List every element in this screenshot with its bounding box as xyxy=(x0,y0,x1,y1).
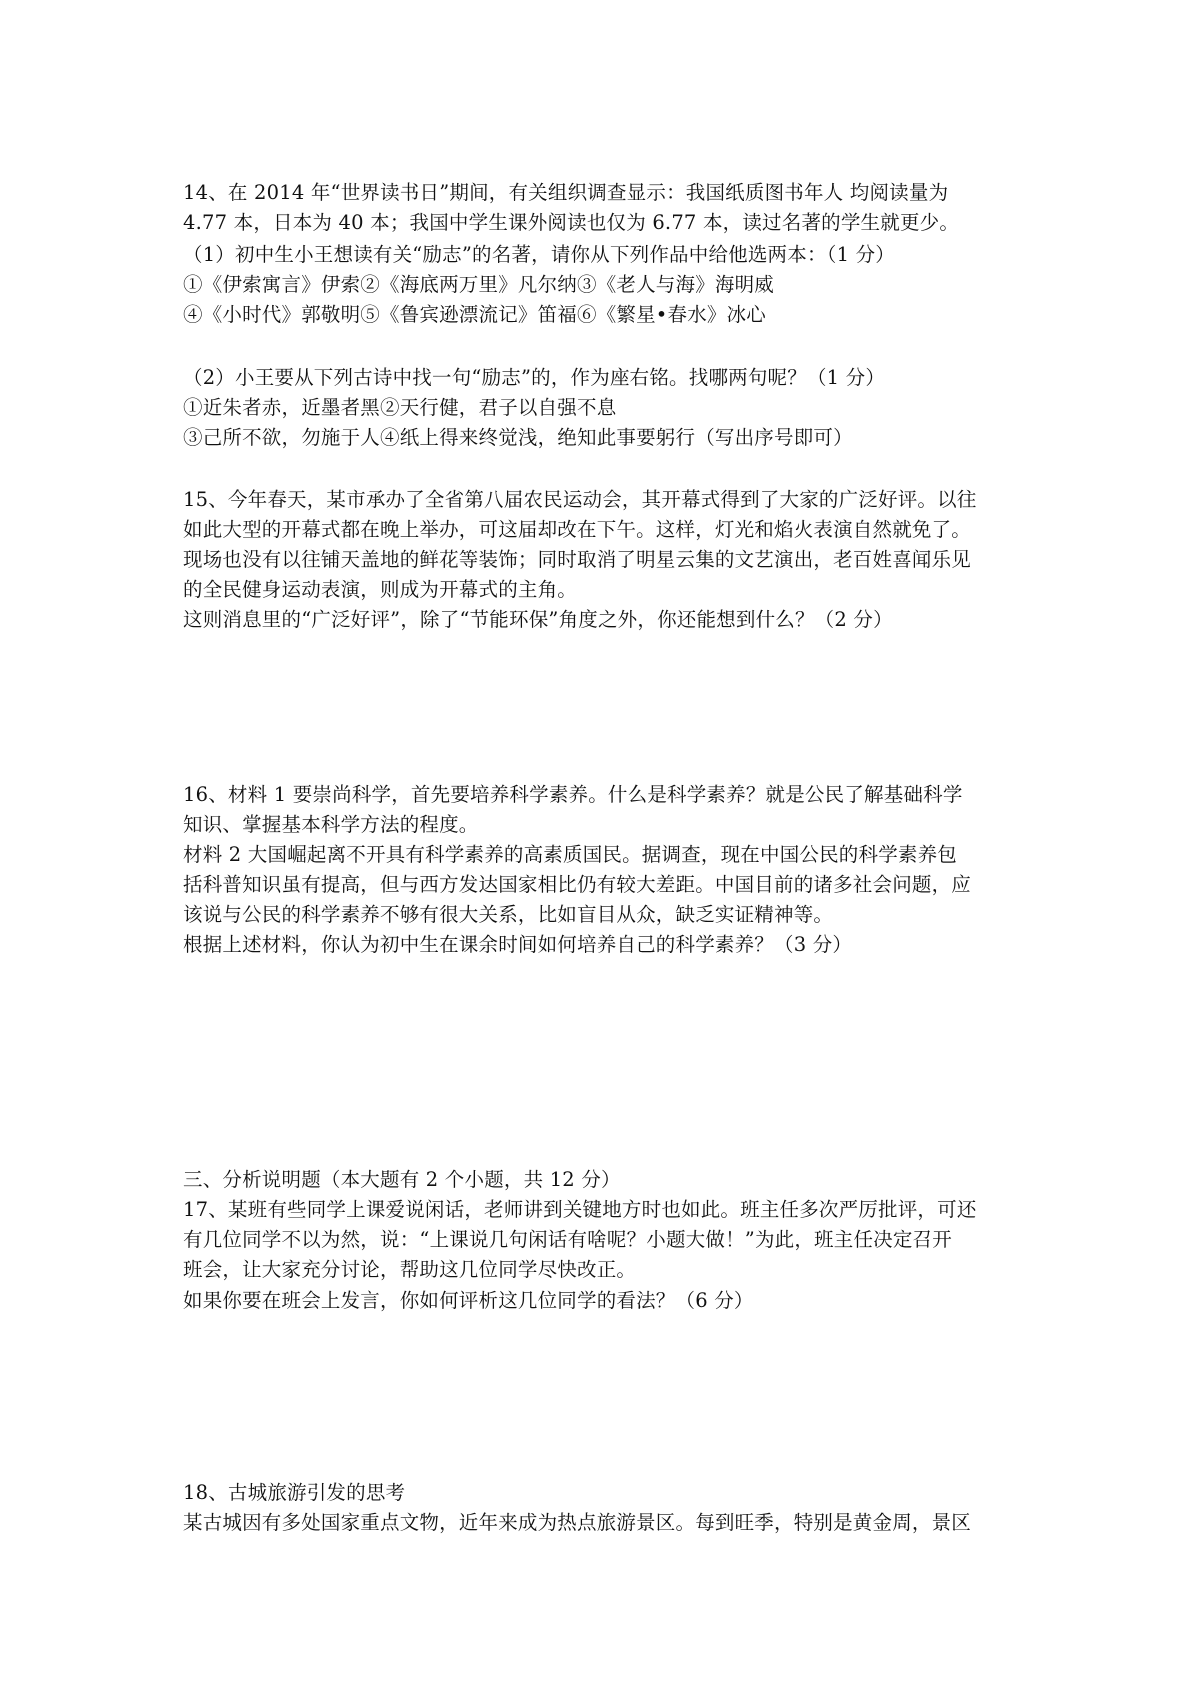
q16-line-4: 括科普知识虽有提高，但与西方发达国家相比仍有较大差距。中国目前的诸多社会问题，应 xyxy=(183,873,972,896)
q16-question: 根据上述材料，你认为初中生在课余时间如何培养自己的科学素养？（3 分） xyxy=(183,933,853,956)
q17-line-3: 班会，让大家充分讨论，帮助这几位同学尽快改正。 xyxy=(183,1258,637,1281)
section-3-heading: 三、分析说明题（本大题有 2 个小题，共 12 分） xyxy=(183,1168,621,1191)
q14-sub1-options-b: ④《小时代》郭敬明⑤《鲁宾逊漂流记》笛福⑥《繁星•春水》冰心 xyxy=(183,303,767,326)
q17-question: 如果你要在班会上发言，你如何评析这几位同学的看法？（6 分） xyxy=(183,1289,754,1312)
q16-line-5: 该说与公民的科学素养不够有很大关系，比如盲目从众，缺乏实证精神等。 xyxy=(183,903,834,926)
q16-line-2: 知识、掌握基本科学方法的程度。 xyxy=(183,813,479,836)
q15-line-1: 15、今年春天，某市承办了全省第八届农民运动会，其开幕式得到了大家的广泛好评。以往 xyxy=(183,488,977,511)
q14-sub1-prompt: （1）初中生小王想读有关“励志”的名著，请你从下列作品中给他选两本：（1 分） xyxy=(183,243,895,266)
q15-line-2: 如此大型的开幕式都在晚上举办，可这届却改在下午。这样，灯光和焰火表演自然就免了。 xyxy=(183,518,972,541)
q18-title: 18、古城旅游引发的思考 xyxy=(183,1481,406,1504)
q14-sub2-options-a: ①近朱者赤，近墨者黑②天行健，君子以自强不息 xyxy=(183,396,617,419)
q14-line-1: 14、在 2014 年“世界读书日”期间，有关组织调查显示：我国纸质图书年人 均阅读量为 xyxy=(183,181,949,204)
q14-sub2-prompt: （2）小王要从下列古诗中找一句“励志”的，作为座右铭。找哪两句呢？（1 分） xyxy=(183,366,886,389)
q15-line-4: 的全民健身运动表演，则成为开幕式的主角。 xyxy=(183,578,578,601)
q14-sub1-options-a: ①《伊索寓言》伊索②《海底两万里》凡尔纳③《老人与海》海明威 xyxy=(183,273,775,296)
q14-sub2-options-b: ③己所不欲，勿施于人④纸上得来终觉浅，绝知此事要躬行（写出序号即可） xyxy=(183,426,853,449)
q17-line-2: 有几位同学不以为然，说：“上课说几句闲话有啥呢？小题大做！”为此，班主任决定召开 xyxy=(183,1228,952,1251)
q15-question: 这则消息里的“广泛好评”，除了“节能环保”角度之外，你还能想到什么？（2 分） xyxy=(183,608,893,631)
q17-line-1: 17、某班有些同学上课爱说闲话，老师讲到关键地方时也如此。班主任多次严厉批评，可还 xyxy=(183,1198,977,1221)
q14-line-2: 4.77 本，日本为 40 本；我国中学生课外阅读也仅为 6.77 本，读过名著的学生就更少。 xyxy=(183,211,960,234)
q15-line-3: 现场也没有以往铺天盖地的鲜花等装饰；同时取消了明星云集的文艺演出，老百姓喜闻乐见 xyxy=(183,548,972,571)
q18-line-1: 某古城因有多处国家重点文物，近年来成为热点旅游景区。每到旺季，特别是黄金周，景区 xyxy=(183,1511,972,1534)
q16-line-1: 16、材料 1 要崇尚科学，首先要培养科学素养。什么是科学素养？就是公民了解基础科学 xyxy=(183,783,963,806)
q16-line-3: 材料 2 大国崛起离不开具有科学素养的高素质国民。据调查，现在中国公民的科学素养包 xyxy=(183,843,958,866)
